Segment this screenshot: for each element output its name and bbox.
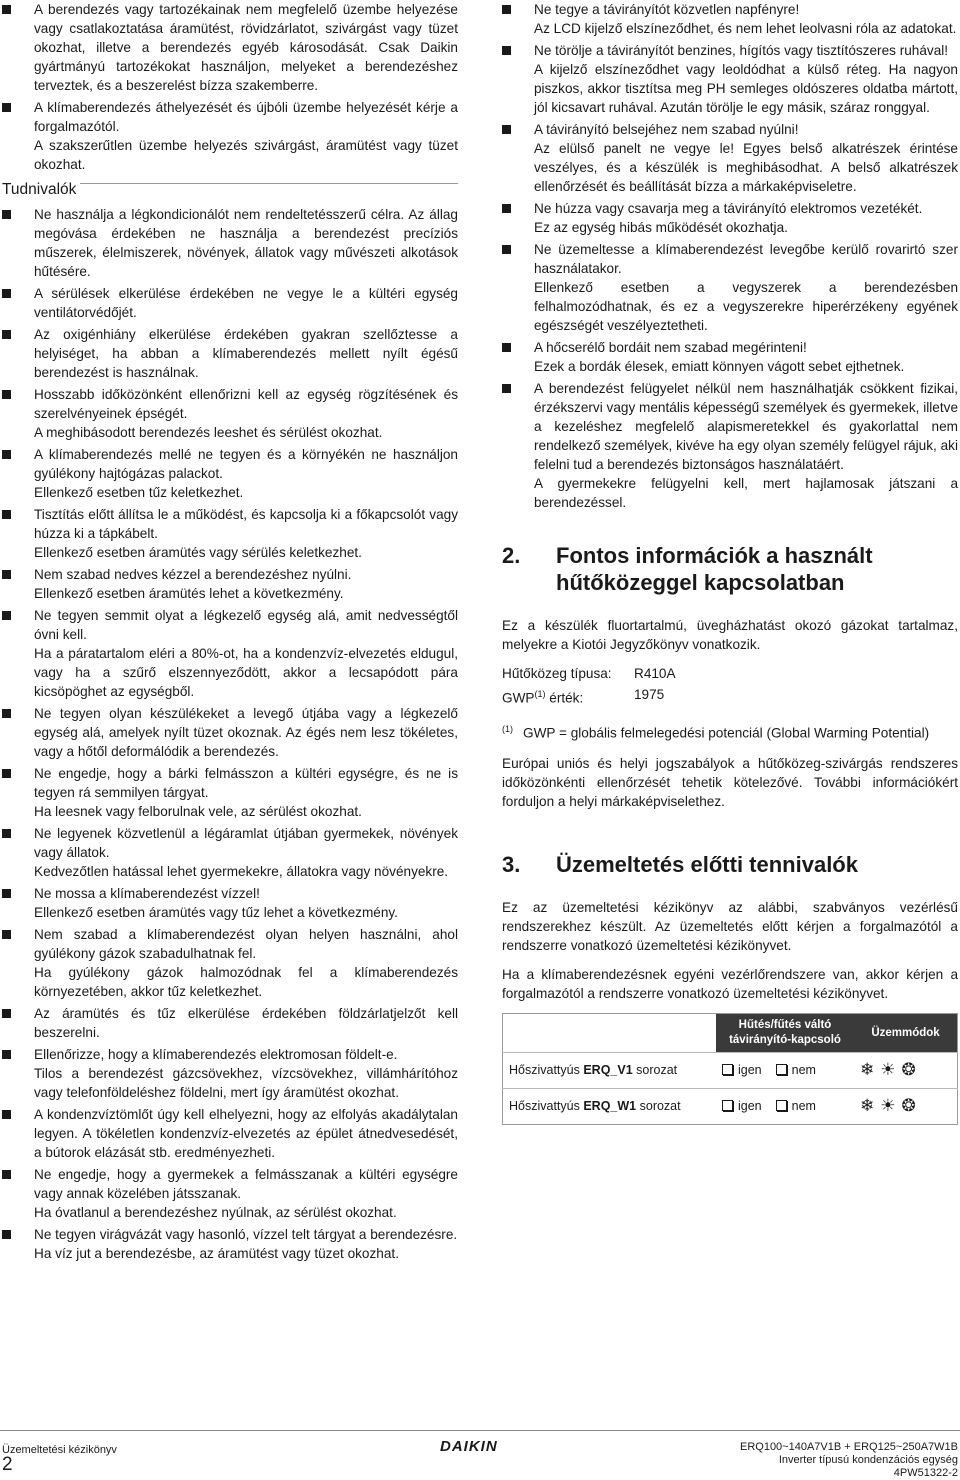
list-item: [502, 199, 958, 237]
bullet-square-icon: [502, 245, 511, 254]
list-item: [502, 240, 958, 335]
modes-table: [502, 1013, 958, 1125]
list-item: [2, 565, 458, 603]
list-item: [2, 1045, 458, 1102]
list-item: [2, 325, 458, 382]
list-item-text: Ellenkező esetben áramütés vagy tűz lehet a következmény.: [34, 905, 398, 920]
sun-icon: ☀: [880, 1096, 896, 1116]
left-column: [2, 0, 458, 1266]
snowflake-icon: ❄: [860, 1096, 875, 1116]
bullet-square-icon: [502, 5, 511, 14]
list-item: [2, 505, 458, 562]
list-item-text: Ha a páratartalom eléri a 80%-ot, ha a kondenzvíz-elvezetés eldugul, vagy ha a szűrő elszennyeződött, akkor a lecsapódott pára kicsöpöghet az egységből.: [34, 646, 458, 699]
checkbox-icon: [722, 1100, 733, 1111]
list-item-text: Ha leesnek vagy felborulnak vele, az sérülést okozhat.: [34, 804, 362, 819]
daikin-logo: DAIKIN: [440, 1438, 498, 1455]
table-row: [503, 1053, 958, 1089]
subhead-label: Tudnivalók: [2, 180, 80, 199]
checkbox-icon: [776, 1064, 787, 1075]
list-item-text: Ellenkező esetben a vegyszerek a berendezésben felhalmozódhatnak, és ez a vegyszerekre hiperérzékeny egyének egészségét veszélyeztetheti.: [534, 280, 958, 333]
list-item-text: A távirányító belsejéhez nem szabad nyúlni!: [534, 122, 799, 137]
list-item-text: Ne üzemeltesse a klímaberendezést levegőbe kerülő rovarirtó szer használatakor.: [534, 242, 958, 276]
bullet-square-icon: [502, 46, 511, 55]
list-item-text: Ne mossa a klímaberendezést vízzel!: [34, 886, 260, 901]
list-item-text: A hőcserélő bordáit nem szabad megérinteni!: [534, 340, 807, 355]
list-item-text: Az áramütés és tűz elkerülése érdekében földzárlatjelzőt kell beszerelni.: [34, 1006, 458, 1040]
list-item-text: A klímaberendezés áthelyezését és újbóli üzembe helyezését kérje a forgalmazótól.: [34, 100, 458, 134]
list-item: [2, 1004, 458, 1042]
section-3-para-1: Ez az üzemeltetési kézikönyv az alábbi, szabványos vezérlésű rendszerekhez készült. Az üzemeltetés előtt kérjen a forgalmazótól a rendszerre vonatkozó üzemeltetési kézikönyvet.: [502, 900, 958, 954]
list-item-text: Nem szabad a klímaberendezést olyan helyen használni, ahol gyúlékony gázok szabadulhatnak fel.: [34, 927, 458, 961]
list-item-text: Ne legyenek közvetlenül a légáramlat útjában gyermekek, növények vagy állatok.: [34, 826, 458, 860]
section-number: 3.: [502, 852, 521, 878]
footer-subtitle: Inverter típusú kondenzációs egység: [778, 1454, 958, 1466]
modes-cell: [854, 1053, 958, 1089]
page-number: 2: [2, 1454, 13, 1475]
table-header-switch: Hűtés/fűtés váltó távirányító-kapcsoló: [716, 1014, 854, 1053]
bullet-square-icon: [502, 125, 511, 134]
list-item-text: Ha gyúlékony gázok halmozódnak fel a klímaberendezés környezetében, akkor tűz keletkezhet.: [34, 965, 458, 999]
refrigerant-spec: [502, 664, 958, 708]
spec-type-value: R410A: [634, 666, 676, 681]
list-item-text: Ha víz jut a berendezésbe, az áramütést vagy tüzet okozhat.: [34, 1246, 399, 1261]
section-2-title: [502, 542, 958, 596]
list-item: [2, 764, 458, 821]
list-item-text: Ne tegyen semmit olyat a légkezelő egység alá, amit nedvességtől óvni kell.: [34, 608, 458, 642]
switch-cell: igen nem: [716, 1053, 854, 1089]
checkbox-icon: [776, 1100, 787, 1111]
list-item-text: Az oxigénhiány elkerülése érdekében gyakran szellőztesse a helyiséget, ha abban a klímaberendezés mellett nyílt égésű berendezést is használnak.: [34, 327, 458, 380]
right-items-list: [502, 0, 958, 512]
list-item: [2, 606, 458, 701]
list-item-text: Ne húzza vagy csavarja meg a távirányító elektromos vezetékét.: [534, 201, 923, 216]
list-item: [2, 824, 458, 881]
bullet-square-icon: [2, 709, 11, 718]
list-item-text: Ne engedje, hogy a bárki felmásszon a kültéri egységre, és ne is tegyen rá semmilyen tárgyat.: [34, 766, 458, 800]
list-item-text: Ezek a bordák élesek, emiatt könnyen vágott sebet ejthetnek.: [534, 359, 905, 374]
list-item-text: Ellenkező esetben tűz keletkezhet.: [34, 485, 244, 500]
spec-type-label: Hűtőközeg típusa:: [502, 666, 612, 681]
bullet-square-icon: [2, 1170, 11, 1179]
list-item: [2, 1165, 458, 1222]
list-item-text: Ha óvatlanul a berendezéshez nyúlnak, az sérülést okozhat.: [34, 1205, 397, 1220]
table-header-modes: Üzemmódok: [854, 1014, 958, 1053]
bullet-square-icon: [502, 204, 511, 213]
bullet-square-icon: [502, 384, 511, 393]
footer-doc-type: Üzemeltetési kézikönyv: [2, 1444, 117, 1456]
section-3-para-2: Ha a klímaberendezésnek egyéni vezérlőrendszere van, akkor kérjen a forgalmazótól a rendszerre vonatkozó üzemeltetési kézikönyvet.: [502, 967, 958, 1002]
list-item-text: Ellenőrizze, hogy a klímaberendezés elektromosan földelt-e.: [34, 1047, 398, 1062]
bullet-square-icon: [2, 1230, 11, 1239]
list-item-text: Tisztítás előtt állítsa le a működést, és kapcsolja ki a főkapcsolót vagy húzza ki a tápkábelt.: [34, 507, 458, 541]
list-item: [2, 1105, 458, 1162]
bullet-square-icon: [2, 330, 11, 339]
table-row: [503, 1089, 958, 1125]
list-item-text: Az LCD kijelző elszíneződhet, és nem lehet leolvasni róla az adatokat.: [534, 21, 957, 36]
table-header-blank: [503, 1014, 717, 1053]
section-subhead: [2, 181, 458, 198]
bullet-square-icon: [2, 1110, 11, 1119]
spec-gwp-label: GWP$^{(1)}$ érték:: [502, 689, 584, 706]
bullet-square-icon: [2, 769, 11, 778]
section-2-intro: Ez a készülék fluortartalmú, üvegházhatást okozó gázokat tartalmaz, melyekre a Kiotói Jegyzőkönyv vonatkozik.: [502, 618, 958, 652]
list-item-text: A meghibásodott berendezés leeshet és sérülést okozhat.: [34, 425, 383, 440]
list-item-text: A gyermekekre felügyelni kell, mert hajlamosak játszani a berendezéssel.: [534, 476, 958, 510]
modes-cell: [854, 1089, 958, 1125]
list-item: [2, 385, 458, 442]
list-item: [2, 98, 458, 174]
list-item-text: Kedvezőtlen hatással lehet gyermekekre, állatokra vagy növényekre.: [34, 864, 449, 879]
list-item: [2, 445, 458, 502]
bullet-square-icon: [2, 289, 11, 298]
section-number: 2.: [502, 543, 521, 568]
bullet-square-icon: [2, 1009, 11, 1018]
list-item-text: Ne tegyen olyan készülékeket a levegő útjába vagy a légkezelő egység alá, amelyek nyílt tüzet okoznak. Az égés nem lesz tökéletes, vagy a hőtől deformálódik a berendezés.: [34, 706, 458, 759]
bullet-square-icon: [2, 450, 11, 459]
bullet-square-icon: [2, 390, 11, 399]
list-item: [502, 338, 958, 376]
list-item-text: Ne engedje, hogy a gyermekek a felmásszanak a kültéri egységre vagy annak közelében játsszanak.: [34, 1167, 458, 1201]
list-item-text: Ne használja a légkondicionálót nem rendeltetésszerű célra. Az állag megóvása érdekében ne használja a berendezést precíziós műszerek, élelmiszerek, növények, állatok vagy művészeti alkotások hűtésére.: [34, 207, 458, 279]
section-3-title: [502, 851, 958, 878]
fan-icon: ❂: [901, 1060, 916, 1080]
footer-model-line: ERQ100~140A7V1B + ERQ125~250A7W1B: [739, 1441, 958, 1453]
list-item: [2, 0, 458, 95]
list-item: [502, 41, 958, 117]
bullet-square-icon: [2, 889, 11, 898]
fan-icon: ❂: [901, 1096, 916, 1116]
list-item: [2, 884, 458, 922]
legal-note: Európai uniós és helyi jogszabályok a hűtőközeg-szivárgás rendszeres időközönkénti ellenőrzését tehetik kötelezővé. További információkért forduljon a helyi márkaképviselethez.: [502, 756, 958, 810]
list-item-text: Ellenkező esetben áramütés vagy sérülés keletkezhet.: [34, 545, 362, 560]
bullet-square-icon: [2, 510, 11, 519]
switch-cell: igen nem: [716, 1089, 854, 1125]
left-top-list: [2, 0, 458, 174]
bullet-square-icon: [2, 829, 11, 838]
bullet-square-icon: [2, 1050, 11, 1059]
list-item-text: Ellenkező esetben áramütés lehet a következmény.: [34, 586, 344, 601]
bullet-square-icon: [2, 210, 11, 219]
series-cell: Hőszivattyús ERQ_V1 sorozat: [503, 1053, 717, 1089]
footer-doc-code: 4PW51322-2: [893, 1467, 958, 1479]
page-footer: [0, 1430, 960, 1479]
bullet-square-icon: [2, 103, 11, 112]
gwp-footnote: $^{(1)}$ GWP = globális felmelegedési potenciál (Global Warming Potential): [502, 723, 930, 741]
list-item-text: A szakszerűtlen üzembe helyezés szivárgást, áramütést vagy tüzet okozhat.: [34, 138, 458, 172]
list-item: [2, 1225, 458, 1263]
sun-icon: ☀: [880, 1060, 896, 1080]
snowflake-icon: ❄: [860, 1060, 875, 1080]
list-item-text: Ne tegye a távirányítót közvetlen napfényre!: [534, 2, 800, 17]
bullet-square-icon: [502, 343, 511, 352]
list-item-text: Hosszabb időközönként ellenőrizni kell az egység rögzítésének és szerelvényeinek épségét.: [34, 387, 458, 421]
list-item-text: Ne törölje a távirányítót benzines, hígítós vagy tisztítószeres ruhával!: [534, 43, 949, 58]
list-item: [502, 120, 958, 196]
list-item-text: A kijelző elszíneződhet vagy leoldódhat a külső réteg. Ha nagyon piszkos, akkor tisztítsa meg PH semleges oldószeres oldatba mártott, jól kicsavart ruhával. Azután törölje le egy másik, száraz ronggyal.: [534, 62, 958, 115]
list-item-text: Ne tegyen virágvázát vagy hasonló, vízzel telt tárgyat a berendezésre.: [34, 1227, 458, 1242]
list-item-text: Nem szabad nedves kézzel a berendezéshez nyúlni.: [34, 567, 352, 582]
bullet-square-icon: [2, 5, 11, 14]
bullet-square-icon: [2, 930, 11, 939]
list-item: [2, 205, 458, 281]
bullet-square-icon: [2, 611, 11, 620]
footer-models: [740, 1441, 958, 1480]
right-column: [502, 0, 958, 1125]
section-heading: Üzemeltetés előtti tennivalók: [556, 852, 858, 878]
list-item-text: Ez az egység hibás működését okozhatja.: [534, 220, 788, 235]
list-item-text: A kondenzvíztömlőt úgy kell elhelyezni, hogy az elfolyás akadálytalan legyen. A tökéletlen kondenzvíz-elvezetés az épület átnedvesedését, a bútorok elázását stb. eredményezheti.: [34, 1107, 458, 1160]
bullet-square-icon: [2, 570, 11, 579]
list-item: [2, 284, 458, 322]
list-item-text: Az elülső panelt ne vegye le! Egyes belső alkatrészek érintése veszélyes, és a készülék is meghibásodhat. A belső alkatrészek ellenőrzését és beállítását bízza a márkaképviseletre.: [534, 141, 958, 194]
list-item-text: A berendezés vagy tartozékainak nem megfelelő üzembe helyezése vagy csatlakoztatása áramütést, rövidzárlatot, szivárgást vagy tüzet okozhat, illetve a berendezés egyéb károsodását. Csak Daikin gyártmányú tartozékokat használjon, melyeket a berendezéshez terveztek, és a beszerelést bízza szakemberre.: [34, 2, 458, 93]
list-item: [502, 379, 958, 512]
section-heading: Fontos információk a használt hűtőközeggel kapcsolatban: [556, 543, 873, 595]
spec-gwp-value: 1975: [634, 687, 665, 702]
checkbox-icon: [722, 1064, 733, 1075]
list-item: [2, 925, 458, 1001]
list-item: [2, 704, 458, 761]
series-cell: Hőszivattyús ERQ_W1 sorozat: [503, 1089, 717, 1125]
list-item-text: A sérülések elkerülése érdekében ne vegye le a kültéri egység ventilátorvédőjét.: [34, 286, 458, 320]
list-item-text: A klímaberendezés mellé ne tegyen és a környékén ne használjon gyúlékony hajtógázas palackot.: [34, 447, 458, 481]
list-item: [502, 0, 958, 38]
list-item-text: Tilos a berendezést gázcsövekhez, vízcsövekhez, villámhárítóhoz vagy telefonföldeléshez földelni, mert így áramütést okozhat.: [34, 1066, 458, 1100]
left-items-list: [2, 205, 458, 1263]
list-item-text: A berendezést felügyelet nélkül nem használhatják csökkent fizikai, érzékszervi vagy mentális képességű személyek és gyermekek, illetve a kezeléshez megfelelő alapismeretekkel és gyakorlattal nem rendelkező személyek, kivéve ha egy olyan személy felügyel rájuk, aki felelni tud a berendezés biztonságos használatáért.: [534, 381, 958, 472]
